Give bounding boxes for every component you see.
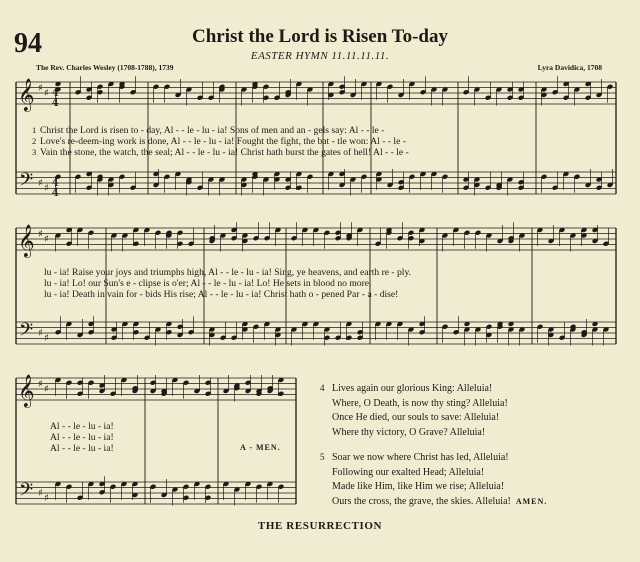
- stanza-line: Once He died, our souls to save: Alleluia!: [332, 412, 500, 423]
- sharp-sign: ♯: [44, 384, 49, 395]
- stanza-line: Soar we now where Christ has led, Alleluia!: [332, 452, 509, 463]
- verse-number: 1: [32, 125, 37, 135]
- hymn-number: 94: [14, 28, 42, 59]
- lyric-line: lu - ia! Lo! our Sun's e - clipse is o'er; Al - - le - lu - ia! Lo! He sets in blood no more.: [44, 278, 372, 289]
- lyric-line: Al - - le - lu - ia!: [50, 421, 114, 432]
- sharp-sign: ♯: [38, 379, 43, 390]
- amen-label: A - MEN.: [240, 443, 281, 452]
- time-signature: 4: [52, 176, 59, 189]
- sharp-sign: ♯: [38, 178, 43, 189]
- stanza-5: [320, 450, 547, 509]
- stanza-number: 5: [320, 452, 325, 462]
- lyric-text: Vain the stone, the watch, the seal; Al - - le - lu - ia! Christ hath burst the gates of hell! Al - - le -: [40, 147, 409, 158]
- lyric-text: Christ the Lord is risen to - day, Al - - le - lu - ia! Sons of men and an - gels say: Al - - le -: [40, 125, 385, 136]
- author-credit: The Rev. Charles Wesley (1708-1788), 1739: [36, 63, 174, 72]
- sharp-sign: ♯: [44, 493, 49, 504]
- sharp-sign: ♯: [38, 488, 43, 499]
- lyric-line: lu - ia! Death in vain for - bids His rise; Al - - le - lu - ia! Christ hath o - pened Par - a - dise!: [44, 289, 399, 300]
- time-signature: 4: [52, 86, 59, 99]
- stanza-line: Made like Him, like Him we rise; Alleluia!: [332, 481, 505, 492]
- bass-clef: 𝄢: [19, 320, 34, 345]
- stanza-line: Lives again our glorious King: Alleluia!: [332, 383, 493, 394]
- lyric-line: Al - - le - lu - ia!: [50, 443, 114, 454]
- stanza-line: Ours the cross, the grave, the skies. Alleluia!: [332, 495, 511, 507]
- bass-clef: 𝄢: [19, 480, 34, 505]
- lyric-text: Love's re-deem-ing work is done, Al - - le - lu - ia! Fought the fight, the bat - tle won: Al - - le -: [40, 136, 406, 147]
- time-signature: 4: [52, 186, 59, 199]
- lyric-line: lu - ia! Raise your joys and triumphs high, Al - - le - lu - ia! Sing, ye heavens, and earth re - ply.: [44, 267, 412, 278]
- stanza-4: [320, 381, 508, 440]
- tune-name: EASTER HYMN 11.11.11.11.: [250, 50, 390, 62]
- sharp-sign: ♯: [38, 229, 43, 240]
- composer-credit: Lyra Davidica, 1708: [537, 63, 602, 72]
- time-signature: 4: [52, 96, 59, 109]
- lyric-line: [32, 136, 406, 147]
- verse-number: 3: [32, 147, 37, 157]
- lyric-line: Al - - le - lu - ia!: [50, 432, 114, 443]
- amen-label: AMEN.: [515, 496, 548, 506]
- lyric-line: [32, 125, 384, 136]
- sharp-sign: ♯: [44, 183, 49, 194]
- treble-clef: 𝄞: [18, 374, 35, 407]
- sharp-sign: ♯: [44, 234, 49, 245]
- treble-clef: 𝄞: [18, 78, 35, 111]
- stanza-line: Where, O Death, is now thy sting? Alleluia!: [332, 397, 508, 409]
- section-heading: THE RESURRECTION: [257, 520, 383, 532]
- treble-clef: 𝄞: [18, 224, 35, 257]
- bass-clef: 𝄢: [19, 170, 34, 195]
- hymn-title: Christ the Lord is Risen To-day: [191, 26, 449, 47]
- verse-number: 2: [32, 136, 37, 146]
- stanza-line: Where thy victory, O Grave? Alleluia!: [332, 426, 486, 438]
- stanza-number: 4: [320, 383, 325, 393]
- sharp-sign: ♯: [38, 328, 43, 339]
- sharp-sign: ♯: [44, 88, 49, 99]
- sharp-sign: ♯: [38, 83, 43, 94]
- sharp-sign: ♯: [44, 333, 49, 344]
- stanza-line: Following our exalted Head; Alleluia!: [332, 466, 485, 478]
- lyric-line: [32, 147, 409, 158]
